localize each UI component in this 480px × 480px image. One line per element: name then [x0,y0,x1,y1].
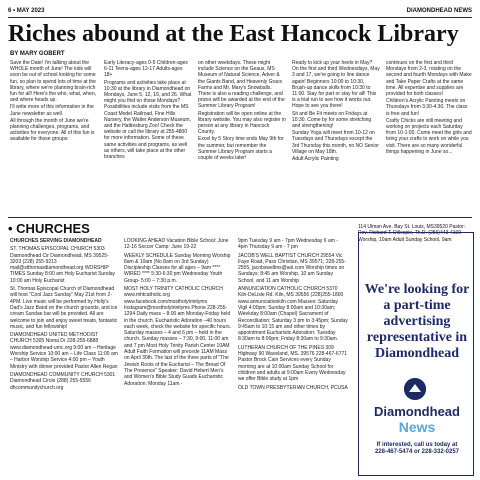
churches-section-title: • CHURCHES [8,221,90,236]
paragraph: Sit and Be Fit meets on Fridays at 10:30. Come by for some stretching and strengthening! [292,110,372,130]
article-column-4 [292,60,380,163]
church-listing: JACOB'S WELL BAPTIST CHURCH 29554 Vic Faye Road, Pass Christian, MS 39571; 228-255-2555, jacobswellms@aol.com Worship times on Sundays: 8:45 am Worship, 10 am Sunday School, and 11 am Worship [238,252,346,284]
paragraph: Registration will be open online at the library website. You may also register in person at any library in Hancock County. [198,110,286,136]
church-listing: OLD TOWN PRESBYTERIAN CHURCH, PCUSA [238,384,348,391]
ad-brand-diamondhead: Diamondhead [374,404,460,419]
church-listing: LUTHERAN CHURCH OF THE PINES 309 Highway 90 Waveland, MS. 39576 228-467-6771 Pastor Brock Cain Services every Sunday morning are at 10:00am Sunday School for children and adults at 9:00am Every Wednesday we offer Bible study at 1pm [238,344,348,383]
paragraph: I'll write more of this information in the June newsletter as well. [10,104,94,117]
ad-contact-phones: 228-467-5474 or 228-332-0257 [374,449,460,455]
churches-heading: CHURCHES SERVING DIAMONDHEAD [10,238,102,244]
article-column-5 [386,60,472,156]
header-rule [8,17,472,18]
article-column-2 [104,60,192,161]
article-column-3 [198,60,286,162]
church-listing: ST. THOMAS EPISCOPAL CHURCH 5303 Diamondhead Cir Diamondhead, MS 39525-3203 (228) 255-9213 mail@stthomasdiamondhead.org WORSHIP TIMES Sunday 8:00 am Holy Eucharist Sunday 10:00 am Holy Eucharist [10,246,116,284]
paragraph: Programs and activities take place at 10:30 at the library in Diamondhead on Mondays, June 5, 12, 19, and 26. What might you find on those Mondays? Possibilities include visits from the MS Coast Model Railroad, Fine Hills Nursery, the Walter Anderson Museum, and the Hattiesburg Zoo! Check the website or call the library at 255-4800 for more information. Some of these same activities and programs, as well as others, will take place at the other branches [104,79,192,161]
paragraph: Adult Acrylic Painting [292,156,339,163]
diamondhead-logo-icon [404,378,426,400]
paragraph: Ready to kick up your heels in May? On the first and third Wednesdays, May 3 and 17, we're going to line dance again! Beginners 10:00 to 10:30, Brush-up dance skills from 10:30 to 11:00. Stay for part or stay for all! This is a trial run to see how it works out. Hope to see you there! [292,60,380,110]
paragraph: Sunday Yoga will meet from 10-12 on Tuesdays and Thursdays except the 3rd Thursday this month, no NO Senior Village on May 18th. [292,130,379,155]
church-listing: LOOKING AHEAD Vacation Bible School: June 12-16 Soccer Camp: June 19-22 [124,238,229,251]
ad-headline: We're looking for a part-time advertising representative in Diamondhead [364,282,470,361]
article-headline: Riches abound at the East Hancock Library [8,21,459,47]
publication-name: DIAMONDHEAD NEWS [406,8,472,14]
paragraph: continues on the first and third Mondays from 2-3, rotating on the second and fourth Mondays with Make and Take Paper Crafts at the same time. All expertise and supplies are provided for both classes! [386,60,472,98]
article-column-1 [10,60,98,144]
page-number-date: 6 • MAY 2023 [8,8,45,14]
church-listing: WEEKLY SCHEDULE Sunday Morning Worship 8am & 10am (No 8am on 3rd Sunday) Discipleship Classes for all ages – 9am **** WIRED **** 5:30-6:30 pm Wednesday Youth Group- 5:00 – 7:30 p.m. [124,252,231,284]
churches-column-3 [238,238,348,393]
paragraph: Excel by 5 Story time ends May 9th for the summer, but remember the Summer Library Program starts a couple of weeks later! [198,136,284,162]
paragraph: Crafty Chicks are still meeting and working on projects each Saturday from 10-1:00. Come meet the girls and bring your crafts to work on while you visit. There are so many wonderful things happening in June so... [386,117,472,155]
paragraph: All through the month of June we're planning challenges, programs, and activities for everyone. All of this fun is available for those groups: [10,117,95,143]
church-listing: ANNUNCIATION CATHOLIC CHURCH 5370 Kiln-DeLisle Rd. Kiln, MS 39556 (228)255-1800 www.annunciationkiln.com Masses: Saturday Vigil 4:00pm; Sunday 8:00am and 10:30am; Weekday 8:00am (Chapel) Sacrament of Reconciliation: Saturday 3 pm to 3:45pm; Sunday 9:45am to 10:15 am and other times by appointment Eucharistic Adoration: Tuesday 8:30am to 8:00pm; Friday 8:30am to 9:30am. [238,286,348,343]
churches-column-1 [10,238,118,393]
church-listing: MOST HOLY TRINITY CATHOLIC CHURCH www.mhtcatholic.org www.facebook.com/mostholytrinityms Instagram@mostholytrinityms Phone 228-255-1294 Daily mass – 8:00 am Monday-Friday held in the church. Eucharistic Adoration –40 hours each week, check the website for specific hours. Saturday masses – 4 and 6 pm – held in the church. Sunday masses – 7:30, 9:00, 11:00 am and 7 pm Most Holy Trinity Parish Center 10AM Adult Faith Formation will precede 11AM Mass on April 30th. The last of the three parts of "The Jewish Roots of the Eucharist – The Bread Of The Presence" Speaker: David Hebert Men's and Women's Bible Study Guads Eucharistic Adoration: Monday 11am - [124,286,231,387]
churches-column-2 [124,238,232,389]
church-listing: DIAMONDHEAD UNITED METHODIST CHURCH 5305 Noma Dr 228-255-6888 www.diamondhead-umc.org 9:00 am – Heritage Worship Service 10:00 am – Life Class 11:00 am – Harbor Worship Service 4:00 pm – Youth Ministry with dinner provided Pastor Allen Regan [10,332,118,370]
paragraph: on other weekdays. These might include Science on the Geaux, MS Museum of Natural Science, Adver & the Giants Band, and Heavenly Grace Farms and Mr. Mary's Snowballs. There is also a reading challenge, and prizes will be awarded at the end of the Summer Library Program! [198,60,285,110]
section-rule [8,217,472,218]
paragraph: Early Literacy-ages 0-5 Children-ages 6-11 Teens-ages 12-17 Adults-ages 18+ [104,60,188,79]
church-listing: 9pm Tuesday 9 am - 7pm Wednesday 6 am - 4pm Thursday 9 am - 7 pm [238,238,338,251]
paragraph: Save the Date! I'm talking about the WHOLE month of June! The kids will soon be out of school looking for some fun, so plan to spend lots of time at the library, where we're planning brain-rich fun for all! Here's the who, what, when, and where heads up. [10,60,96,104]
article-byline: BY MARY GOBERT [10,51,65,57]
church-listing: St. Thomas Episcopal Church of Diamondhead will host "Cool Jazz Sunday" May 21st from 2-4PM. Live music will be performed by Holly's Dad's Jazz Band on the church grounds, and ice cream Sundae bar will be provided. All are welcome to join and enjoy sweet treats, fantastic music, and fun fellowship! [10,286,118,330]
church-address-continued: 114 Ulman Ave. Bay St. Louis, MS39520 Pastor: Rev. Richard T. Dillespie, Th.D. (256)443-4100 Worship, 10am Adult Sunday School, 9am [358,224,466,243]
church-listing: DIAMONDHEAD COMMUNITY CHURCH 5301 Diamondhead Circle (288) 255-5556 dhcommunitychurch.org [10,371,116,391]
ad-brand-news: News [398,419,436,435]
paragraph: Children's Acrylic Painting meets on Thursdays from 3:30-4:30. The class is free and fun! [386,98,468,117]
ad-contact-line-1: If interested, call us today at [376,442,458,448]
ad-contact [362,442,472,456]
